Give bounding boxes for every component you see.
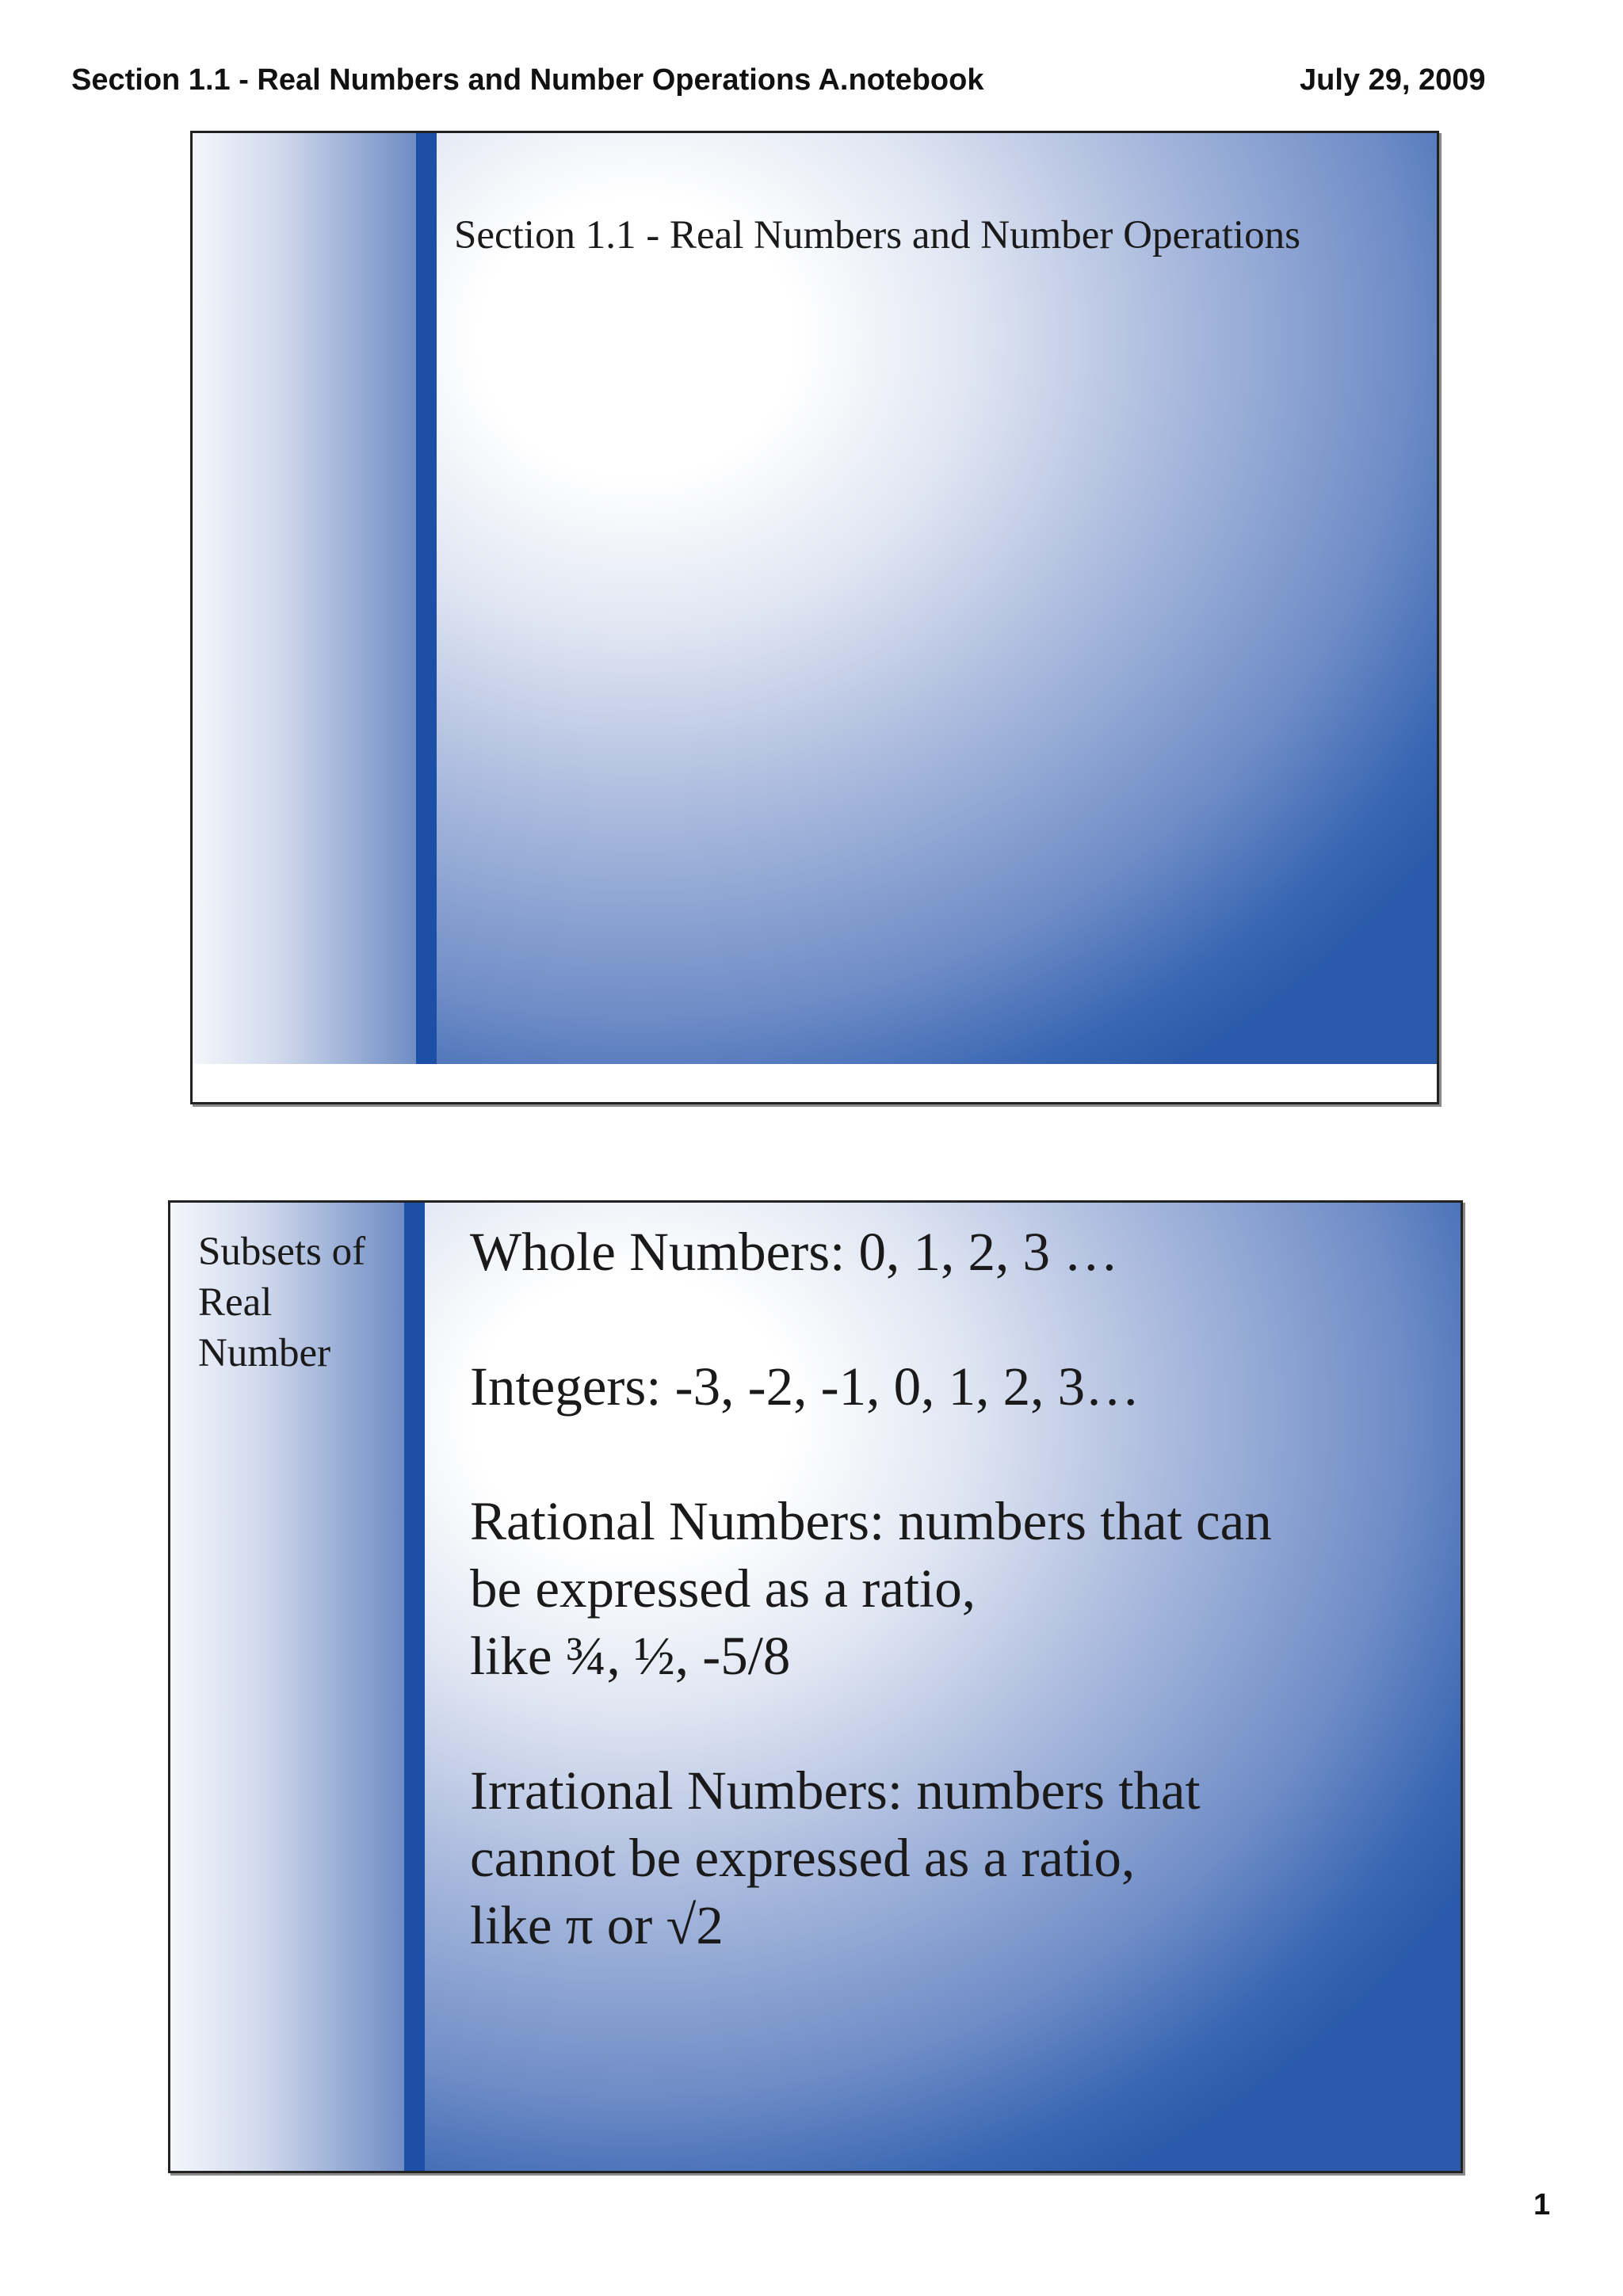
rational-numbers-definition	[470, 1488, 1421, 1690]
page-number: 1	[1533, 2188, 1551, 2222]
whole-numbers-definition	[470, 1219, 1421, 1286]
definition-line: Whole Numbers: 0, 1, 2, 3 …	[470, 1222, 1119, 1282]
irrational-numbers-definition	[470, 1757, 1421, 1959]
slide-body	[470, 1219, 1421, 2027]
definition-line: like ¾, ½, -5/8	[470, 1626, 791, 1686]
slide-main-background	[437, 133, 1437, 1064]
sidebar-heading-line: Real	[198, 1280, 273, 1325]
definition-line: Irrational Numbers: numbers that	[470, 1760, 1201, 1821]
slide-sidebar-heading	[198, 1226, 396, 1379]
definition-line: be expressed as a ratio,	[470, 1558, 976, 1619]
sidebar-heading-line: Number	[198, 1331, 331, 1375]
notebook-title: Section 1.1 - Real Numbers and Number Operations A.notebook	[71, 63, 984, 97]
slide-subsets-of-real-numbers	[168, 1200, 1463, 2173]
sidebar-heading-line: Subsets of	[198, 1230, 366, 1274]
definition-line: Rational Numbers: numbers that can	[470, 1491, 1272, 1551]
slide-accent-stripe	[404, 1203, 425, 2171]
definition-line: like π or √2	[470, 1895, 724, 1955]
slide-sidebar-background	[193, 133, 416, 1064]
definition-line: cannot be expressed as a ratio,	[470, 1828, 1136, 1888]
integers-definition	[470, 1353, 1421, 1421]
notebook-date: July 29, 2009	[1300, 63, 1486, 97]
slide-title: Section 1.1 - Real Numbers and Number Operations	[454, 213, 1300, 257]
definition-line: Integers: -3, -2, -1, 0, 1, 2, 3…	[470, 1356, 1140, 1417]
slide-title-section	[190, 131, 1439, 1104]
slide-accent-stripe	[416, 133, 437, 1064]
